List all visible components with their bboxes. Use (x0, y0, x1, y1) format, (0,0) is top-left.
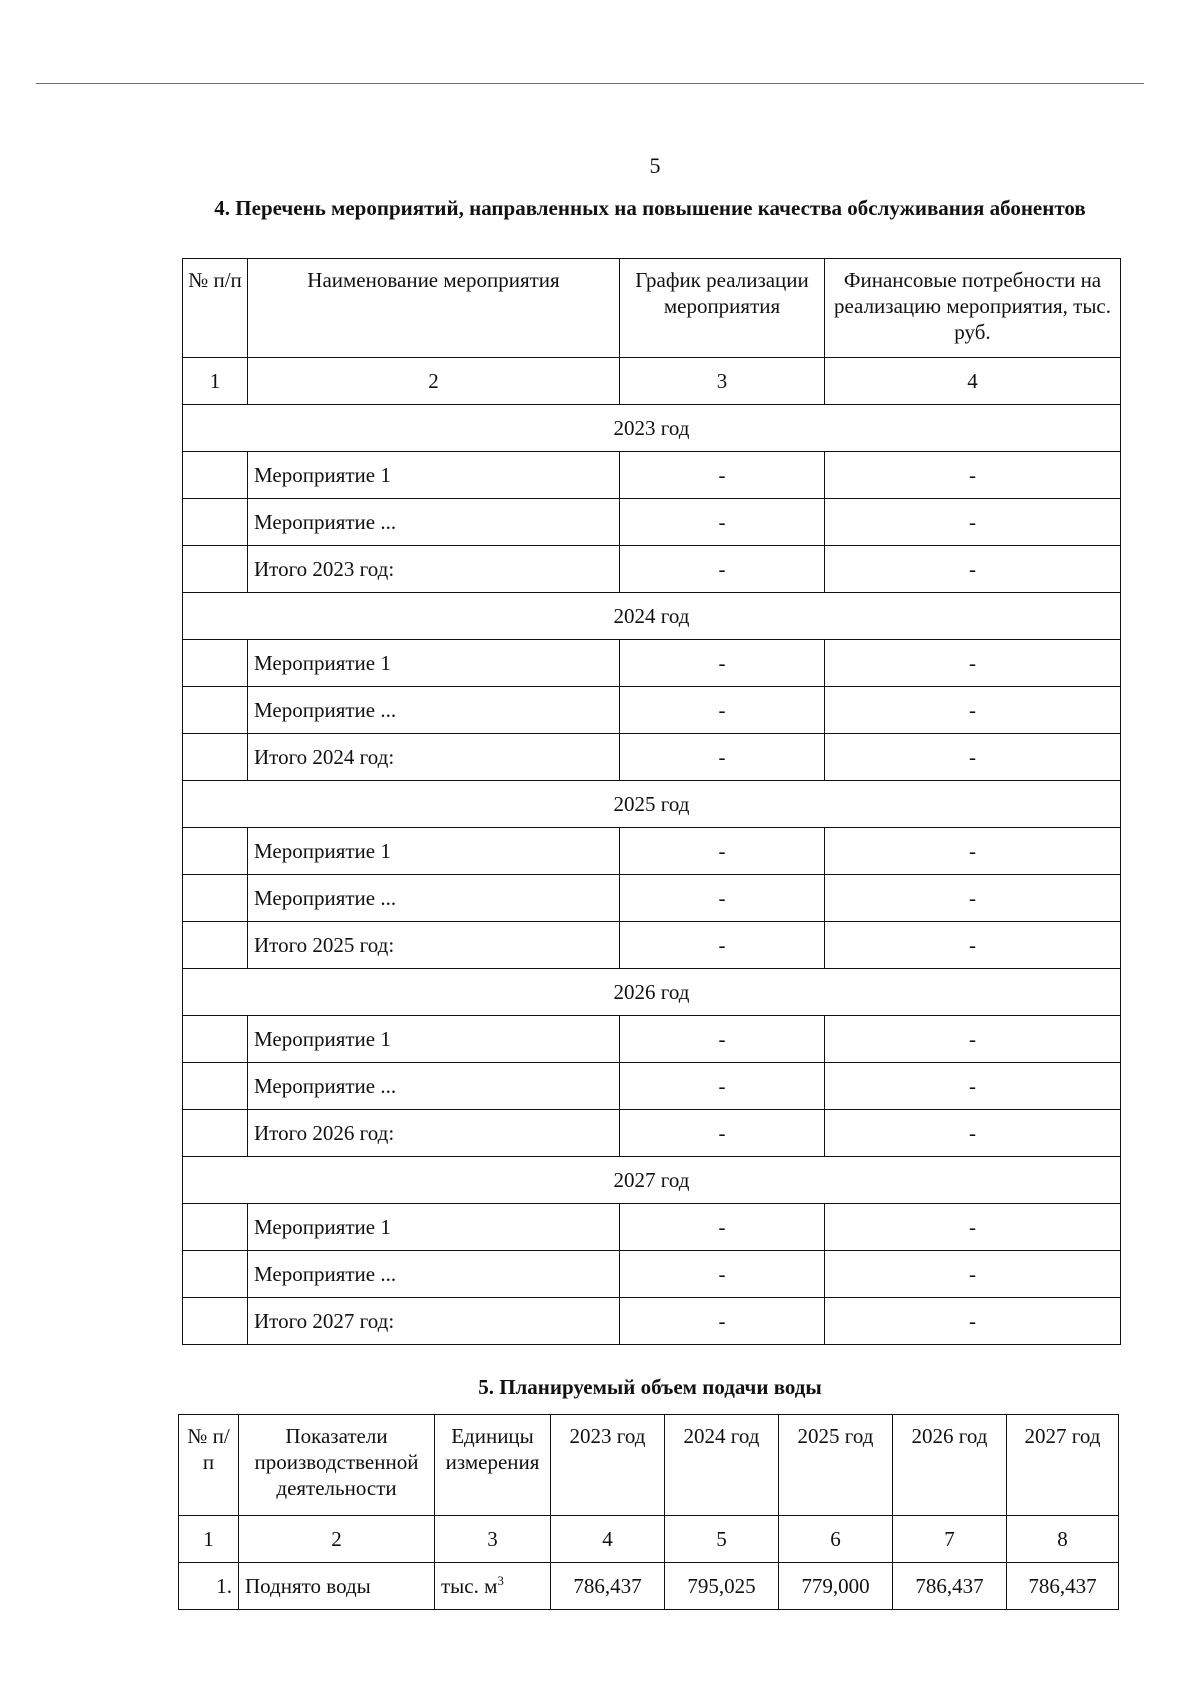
column-number: 2 (248, 358, 620, 405)
table-row (183, 1251, 1121, 1298)
table-row (183, 734, 1121, 781)
column-number: 3 (620, 358, 825, 405)
year-row (183, 1157, 1121, 1204)
measure-name: Итого 2024 год: (248, 734, 620, 781)
column-number-row (183, 358, 1121, 405)
schedule-cell: - (620, 734, 825, 781)
value-cell: 786,437 (551, 1563, 665, 1610)
header-year: 2025 год (779, 1415, 893, 1516)
column-number: 7 (893, 1516, 1007, 1563)
unit-text: тыс. м (441, 1574, 498, 1598)
measure-name: Мероприятие ... (248, 1251, 620, 1298)
row-number (183, 640, 248, 687)
finance-cell: - (825, 1251, 1121, 1298)
measure-name: Итого 2027 год: (248, 1298, 620, 1345)
water-header-row (179, 1415, 1119, 1516)
schedule-cell: - (620, 1110, 825, 1157)
schedule-cell: - (620, 499, 825, 546)
section-5-title: 5. Планируемый объем подачи воды (478, 1375, 822, 1399)
table-row (183, 452, 1121, 499)
header-year: 2026 год (893, 1415, 1007, 1516)
value-cell: 779,000 (779, 1563, 893, 1610)
row-number (183, 875, 248, 922)
column-number: 1 (179, 1516, 239, 1563)
row-number (183, 1063, 248, 1110)
header-year: 2023 год (551, 1415, 665, 1516)
column-number: 5 (665, 1516, 779, 1563)
table-row (183, 640, 1121, 687)
header-measure-name: Наименование мероприятия (248, 259, 620, 358)
page-number: 5 (649, 153, 661, 178)
row-number (183, 828, 248, 875)
table-row (183, 1298, 1121, 1345)
finance-cell: - (825, 687, 1121, 734)
schedule-cell: - (620, 875, 825, 922)
finance-cell: - (825, 828, 1121, 875)
header-year: 2027 год (1007, 1415, 1119, 1516)
column-number: 3 (435, 1516, 551, 1563)
unit-exponent: 3 (497, 1573, 504, 1588)
schedule-cell: - (620, 687, 825, 734)
row-number (183, 1251, 248, 1298)
year-label: 2025 год (183, 781, 1121, 828)
finance-cell: - (825, 1298, 1121, 1345)
table-row (183, 828, 1121, 875)
table-row (183, 687, 1121, 734)
finance-cell: - (825, 1204, 1121, 1251)
schedule-cell: - (620, 1251, 825, 1298)
year-label: 2023 год (183, 405, 1121, 452)
table-row (183, 922, 1121, 969)
finance-cell: - (825, 922, 1121, 969)
table-row (183, 875, 1121, 922)
schedule-cell: - (620, 922, 825, 969)
year-label: 2026 год (183, 969, 1121, 1016)
header-indicator: Показатели производственной деятельности (239, 1415, 435, 1516)
year-label: 2024 год (183, 593, 1121, 640)
row-number (183, 499, 248, 546)
column-number: 1 (183, 358, 248, 405)
schedule-cell: - (620, 546, 825, 593)
header-finance: Финансовые потребности на реализацию мероприятия, тыс. руб. (825, 259, 1121, 358)
row-number (183, 922, 248, 969)
water-supply-table (178, 1414, 1119, 1610)
table-row (183, 1204, 1121, 1251)
finance-cell: - (825, 1110, 1121, 1157)
row-number (183, 734, 248, 781)
measure-name: Итого 2025 год: (248, 922, 620, 969)
year-label: 2027 год (183, 1157, 1121, 1204)
finance-cell: - (825, 452, 1121, 499)
value-cell: 786,437 (893, 1563, 1007, 1610)
schedule-cell: - (620, 1298, 825, 1345)
schedule-cell: - (620, 452, 825, 499)
table-row (183, 1016, 1121, 1063)
measure-name: Мероприятие 1 (248, 452, 620, 499)
measure-name: Итого 2026 год: (248, 1110, 620, 1157)
column-number: 6 (779, 1516, 893, 1563)
table-row (183, 1063, 1121, 1110)
measures-table (182, 258, 1121, 1345)
measure-name: Мероприятие ... (248, 1063, 620, 1110)
year-row (183, 969, 1121, 1016)
column-number: 4 (825, 358, 1121, 405)
value-cell: 786,437 (1007, 1563, 1119, 1610)
table-row (183, 546, 1121, 593)
row-number: 1. (179, 1563, 239, 1610)
unit-cell (435, 1563, 551, 1610)
measure-name: Мероприятие 1 (248, 1204, 620, 1251)
schedule-cell: - (620, 640, 825, 687)
column-number-row (179, 1516, 1119, 1563)
finance-cell: - (825, 734, 1121, 781)
row-number (183, 1016, 248, 1063)
header-number: № п/п (183, 259, 248, 358)
row-number (183, 1110, 248, 1157)
measure-name: Мероприятие ... (248, 875, 620, 922)
scan-edge-line (36, 83, 1144, 84)
row-number (183, 687, 248, 734)
row-number (183, 1204, 248, 1251)
table-row (183, 499, 1121, 546)
measure-name: Итого 2023 год: (248, 546, 620, 593)
schedule-cell: - (620, 1204, 825, 1251)
header-schedule: График реализации мероприятия (620, 259, 825, 358)
finance-cell: - (825, 875, 1121, 922)
finance-cell: - (825, 499, 1121, 546)
schedule-cell: - (620, 1016, 825, 1063)
measure-name: Мероприятие ... (248, 499, 620, 546)
table-row (179, 1563, 1119, 1610)
header-number: № п/п (179, 1415, 239, 1516)
schedule-cell: - (620, 1063, 825, 1110)
schedule-cell: - (620, 828, 825, 875)
section-4-title: 4. Перечень мероприятий, направленных на повышение качества обслуживания абонентов (214, 196, 1086, 220)
finance-cell: - (825, 640, 1121, 687)
measures-header-row (183, 259, 1121, 358)
year-row (183, 593, 1121, 640)
column-number: 2 (239, 1516, 435, 1563)
measure-name: Мероприятие 1 (248, 828, 620, 875)
column-number: 8 (1007, 1516, 1119, 1563)
header-unit: Единицы измерения (435, 1415, 551, 1516)
indicator-name: Поднято воды (239, 1563, 435, 1610)
column-number: 4 (551, 1516, 665, 1563)
row-number (183, 452, 248, 499)
row-number (183, 1298, 248, 1345)
table-row (183, 1110, 1121, 1157)
value-cell: 795,025 (665, 1563, 779, 1610)
finance-cell: - (825, 1016, 1121, 1063)
finance-cell: - (825, 1063, 1121, 1110)
measure-name: Мероприятие 1 (248, 640, 620, 687)
year-row (183, 405, 1121, 452)
header-year: 2024 год (665, 1415, 779, 1516)
measure-name: Мероприятие 1 (248, 1016, 620, 1063)
measure-name: Мероприятие ... (248, 687, 620, 734)
year-row (183, 781, 1121, 828)
row-number (183, 546, 248, 593)
finance-cell: - (825, 546, 1121, 593)
